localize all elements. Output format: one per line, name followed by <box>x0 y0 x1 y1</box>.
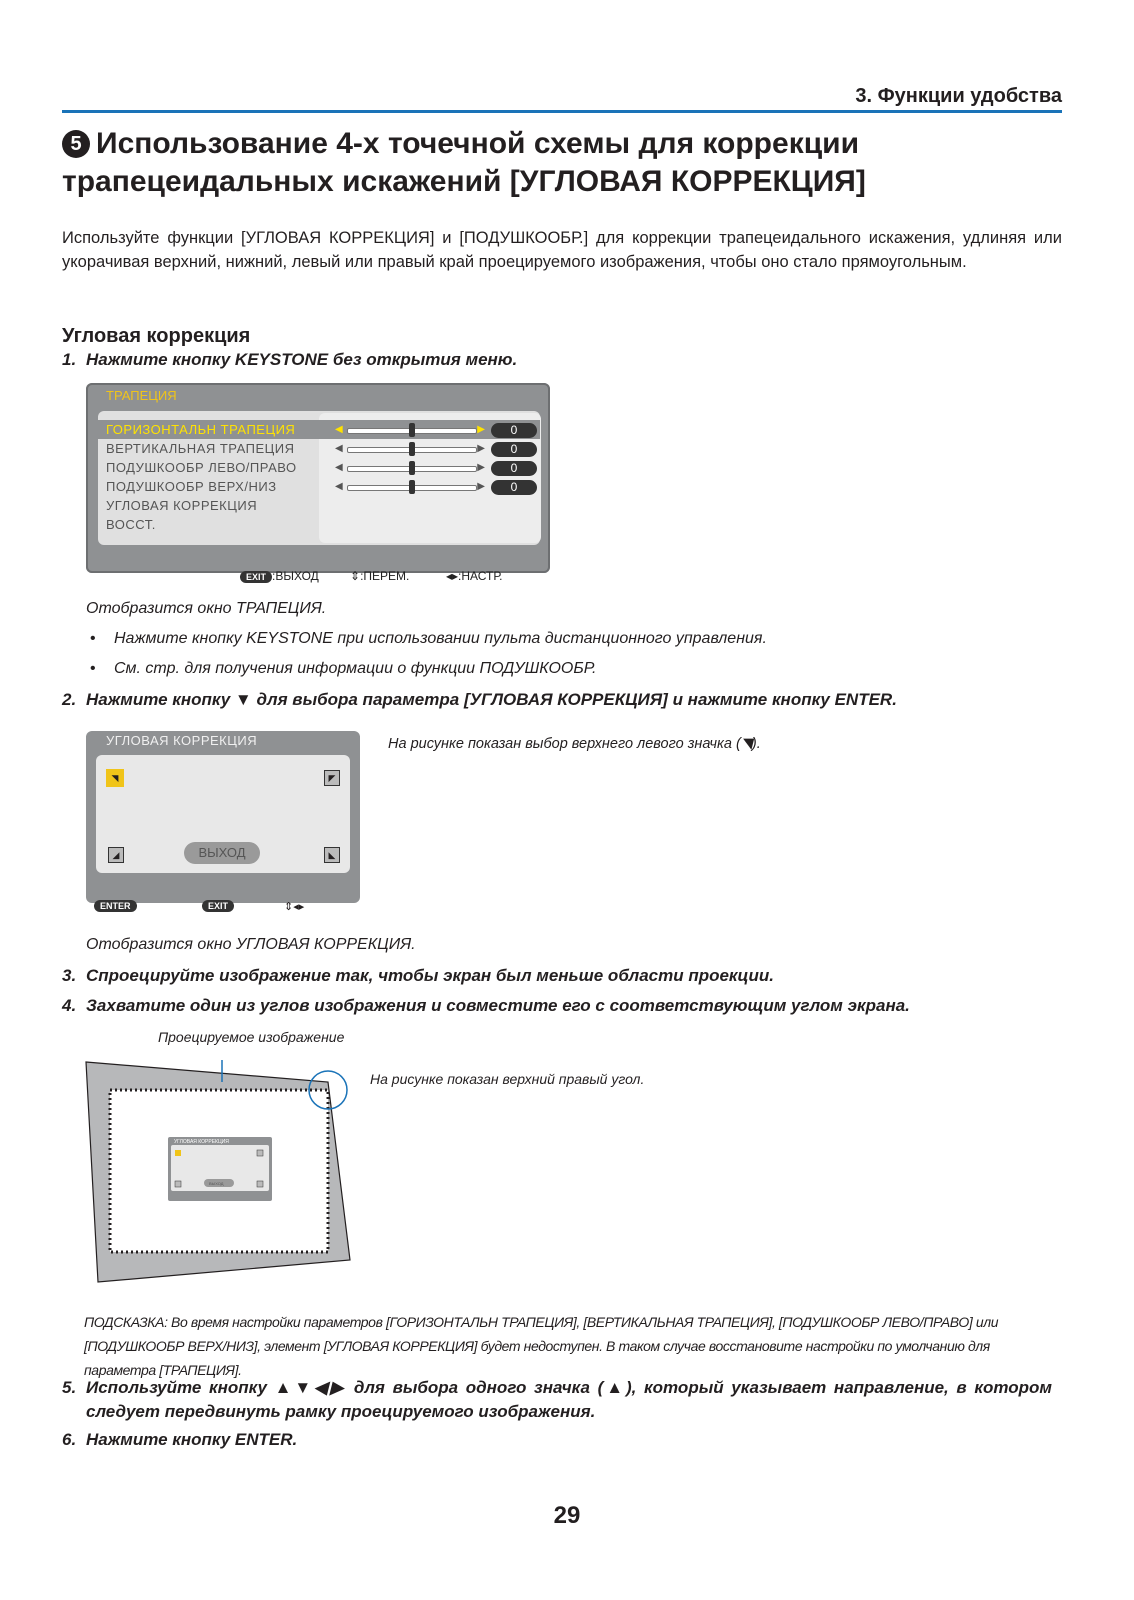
exit-key-icon: EXIT <box>240 571 272 583</box>
step-1 <box>62 350 517 370</box>
menu-item-reset[interactable]: ВОССТ. <box>106 517 156 532</box>
step-number: 1. <box>62 350 77 369</box>
left-arrow-icon: ◀ <box>335 443 343 454</box>
exit-hint-label: :ВЫХОД <box>272 569 319 583</box>
move-hint-label: :ПЕРЕМ. <box>360 569 410 583</box>
right-arrow-icon: ▶ <box>477 481 485 492</box>
adjust-hint-label: :НАСТР. <box>458 569 503 583</box>
value-horizontal-keystone: 0 <box>491 423 537 438</box>
step-number: 3. <box>62 966 77 985</box>
slider-pincushion-tb[interactable] <box>335 480 485 494</box>
step-text: Нажмите кнопку KEYSTONE без открытия меню. <box>86 350 518 369</box>
step-2 <box>62 690 897 710</box>
step-4 <box>62 996 910 1016</box>
step-number: 5. <box>62 1378 77 1397</box>
left-arrow-icon: ◀ <box>335 462 343 473</box>
bullet-text: Нажмите кнопку KEYSTONE при использовании пульта дистанционного управления. <box>114 630 767 647</box>
bullet-see-page <box>90 660 596 678</box>
menu-item-pincushion-lr[interactable]: ПОДУШКООБР ЛЕВО/ПРАВО <box>106 460 297 475</box>
enter-key-icon: ENTER <box>94 900 137 912</box>
side-note-top-left: На рисунке показан выбор верхнего левого значка (◥). <box>388 736 761 752</box>
tip-note: ПОДСКАЗКА: Во время настройки параметров [ГОРИЗОНТАЛЬН ТРАПЕЦИЯ], [ВЕРТИКАЛЬНАЯ ТРАПЕЦИЯ], [ПОДУШКООБР ЛЕВО/ПРАВО] или [ПОДУШКООБР ВЕРХ/НИЗ], элемент [УГЛОВАЯ КОРРЕКЦИЯ] будет недоступен. В таком случае восстановите настройки по умолчанию для параметра [ТРАПЕЦИЯ]. <box>84 1314 999 1378</box>
slider-horizontal-keystone[interactable] <box>335 423 485 437</box>
menu-item-cornerstone[interactable]: УГЛОВАЯ КОРРЕКЦИЯ <box>106 498 258 513</box>
note-cornerstone-shown: Отобразится окно УГЛОВАЯ КОРРЕКЦИЯ. <box>86 936 416 953</box>
value-pincushion-tb: 0 <box>491 480 537 495</box>
move-hint <box>350 569 409 583</box>
top-left-corner-icon[interactable]: ◥ <box>106 769 124 787</box>
left-arrow-icon: ◀ <box>335 481 343 492</box>
step-5 <box>62 1376 1052 1424</box>
value-pincushion-lr: 0 <box>491 461 537 476</box>
nav-arrows-icon: ⇕◂▸ <box>284 901 305 913</box>
intro-paragraph: Используйте функции [УГЛОВАЯ КОРРЕКЦИЯ] и [ПОДУШКООБР.] для коррекции трапецеидального искажения, удлиняя или укорачивая верхний, нижний, левый или правый край проецируемого изображения, чтобы оно стало прямоугольным. <box>62 229 1062 271</box>
keystone-menu-title: ТРАПЕЦИЯ <box>106 388 177 403</box>
bottom-left-corner-icon[interactable]: ◢ <box>108 847 124 863</box>
menu-item-horizontal-keystone[interactable]: ГОРИЗОНТАЛЬН ТРАПЕЦИЯ <box>106 422 296 437</box>
step-text: Нажмите кнопку ENTER. <box>86 1430 298 1449</box>
exit-key-icon: EXIT <box>202 900 234 912</box>
page-number: 29 <box>553 1502 581 1529</box>
right-arrow-icon: ▶ <box>477 424 485 435</box>
bullet-text: См. стр. для получения информации о функции ПОДУШКООБР. <box>114 660 597 677</box>
step-number: 4. <box>62 996 77 1015</box>
projected-image-label: Проецируемое изображение <box>158 1029 345 1045</box>
menu-item-vertical-keystone[interactable]: ВЕРТИКАЛЬНАЯ ТРАПЕЦИЯ <box>106 441 295 456</box>
exit-button[interactable]: ВЫХОД <box>184 842 260 864</box>
right-arrow-icon: ▶ <box>477 462 485 473</box>
bottom-right-corner-icon[interactable]: ◣ <box>324 847 340 863</box>
step-text: Спроецируйте изображение так, чтобы экран был меньше области проекции. <box>86 966 775 985</box>
step-text: Используйте кнопку ▲▼◀▶ для выбора одного значка (▲), который указывает направление, в котором следует передвинуть рамку проецируемого изображения. <box>86 1378 1052 1421</box>
step-6 <box>62 1430 297 1450</box>
step-text: Нажмите кнопку ▼ для выбора параметра [УГЛОВАЯ КОРРЕКЦИЯ] и нажмите кнопку ENTER. <box>86 690 897 709</box>
slider-vertical-keystone[interactable] <box>335 442 485 456</box>
left-right-icon: ◂▸ <box>446 569 459 583</box>
header-rule <box>62 110 1062 113</box>
bullet-keystone-remote <box>90 630 767 648</box>
step-number: 6. <box>62 1430 77 1449</box>
section-header: 3. Функции удобства <box>855 85 1062 107</box>
note-window-shown: Отобразится окно ТРАПЕЦИЯ. <box>86 600 327 617</box>
subheading: Угловая коррекция <box>62 325 251 347</box>
step-text: Захватите один из углов изображения и совместите его с соответствующим углом экрана. <box>86 996 910 1015</box>
top-right-corner-icon[interactable]: ◤ <box>324 770 340 786</box>
step-number: 2. <box>62 690 77 709</box>
page-title <box>62 125 1062 201</box>
mini-menu-title: УГЛОВАЯ КОРРЕКЦИЯ <box>174 1139 229 1145</box>
cornerstone-menu <box>86 731 360 913</box>
right-arrow-icon: ▶ <box>477 443 485 454</box>
slider-pincushion-lr[interactable] <box>335 461 485 475</box>
value-vertical-keystone: 0 <box>491 442 537 457</box>
adjust-hint <box>446 569 502 583</box>
menu-item-pincushion-tb[interactable]: ПОДУШКООБР ВЕРХ/НИЗ <box>106 479 277 494</box>
mini-cornerstone-menu <box>168 1137 272 1201</box>
section-number-badge: 5 <box>62 130 90 158</box>
left-arrow-icon: ◀ <box>335 424 343 435</box>
exit-hint <box>240 569 319 583</box>
mini-menu-exit: ВЫХОД <box>209 1181 224 1186</box>
projection-diagram <box>84 1060 354 1285</box>
keystone-menu <box>86 383 550 583</box>
page-title-text: Использование 4-х точечной схемы для коррекции трапецеидальных искажений [УГЛОВАЯ КОРРЕКЦИЯ] <box>62 127 866 198</box>
side-note-top-right: На рисунке показан верхний правый угол. <box>370 1071 645 1087</box>
step-3 <box>62 966 774 986</box>
up-down-icon: ⇕ <box>350 569 361 583</box>
cornerstone-menu-title: УГЛОВАЯ КОРРЕКЦИЯ <box>106 733 258 748</box>
